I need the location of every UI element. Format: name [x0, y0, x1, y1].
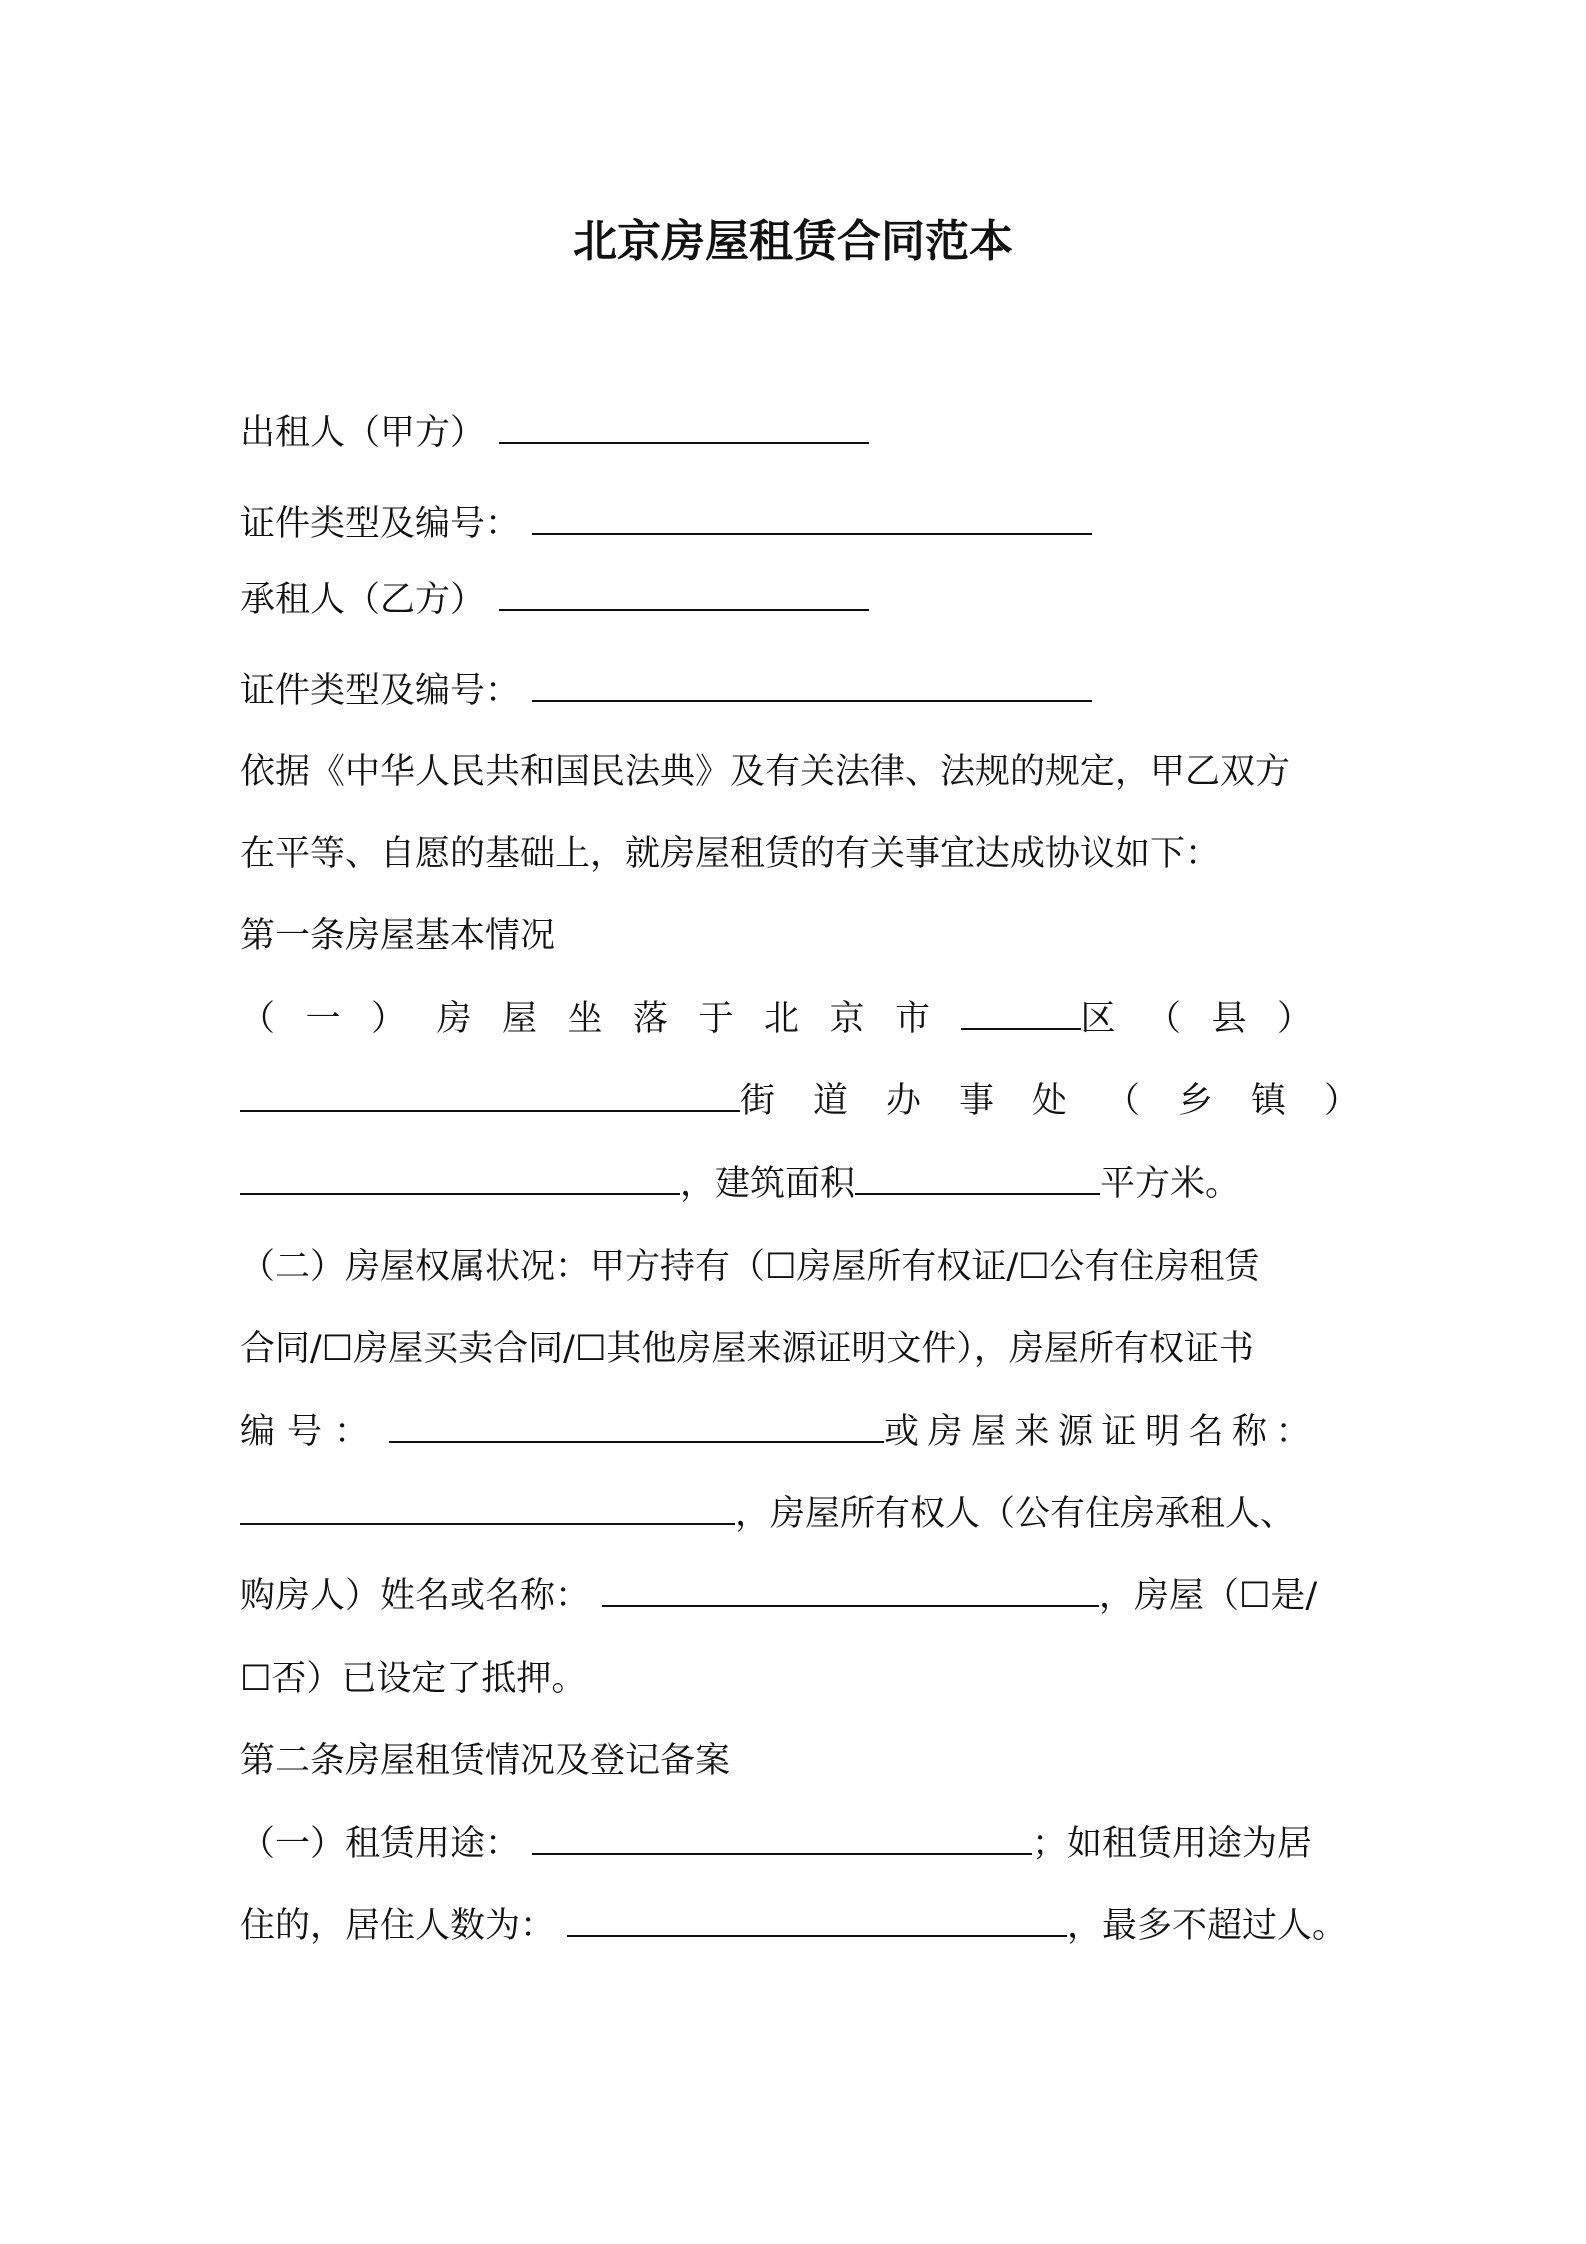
lessor-id-label: 证件类型及编号： — [240, 504, 521, 544]
lessee-blank — [499, 579, 869, 611]
occupants-max-label: ，最多不超过人。 — [1067, 1906, 1348, 1946]
mortgage-label: ，房屋（☐是/ — [1099, 1576, 1318, 1616]
source-proof-label: 或房屋来源证明名称： — [884, 1412, 1320, 1452]
cert-number-label: 编号： — [240, 1412, 382, 1452]
location-line-2 — [240, 1077, 1397, 1125]
area-label: ，建筑面积 — [680, 1164, 856, 1204]
street-blank — [240, 1080, 740, 1112]
location-line-1 — [240, 995, 1343, 1043]
town-blank — [240, 1163, 680, 1195]
lessee-id-blank — [532, 670, 1092, 702]
owner-label: ，房屋所有权人（公有住房承租人、 — [735, 1494, 1296, 1534]
article-1-heading: 第一条房屋基本情况 — [240, 916, 556, 956]
area-unit: 平方米。 — [1100, 1164, 1241, 1204]
owner-name-blank — [602, 1575, 1099, 1607]
district-blank — [961, 998, 1081, 1030]
purpose-line-2 — [240, 1902, 1347, 1950]
purpose-label: （一）租赁用途： — [240, 1824, 521, 1864]
cert-number-blank — [389, 1411, 884, 1443]
lessor-id-line — [240, 500, 1092, 548]
lessee-id-label: 证件类型及编号： — [240, 671, 521, 711]
purpose-blank — [532, 1823, 1032, 1855]
purpose-residential-label: ；如租赁用途为居 — [1032, 1824, 1313, 1864]
location-line-3 — [240, 1160, 1240, 1208]
lessee-id-line — [240, 667, 1092, 715]
street-office-label: 街道办事处（乡镇） — [740, 1081, 1398, 1121]
article-2-heading: 第二条房屋租赁情况及登记备案 — [240, 1741, 731, 1781]
occupants-blank — [567, 1905, 1067, 1937]
location-label: （一）房屋坐落于北京市 — [240, 999, 961, 1039]
area-blank — [855, 1163, 1100, 1195]
district-label: 区（县） — [1080, 999, 1343, 1039]
occupants-label: 住的，居住人数为： — [240, 1906, 556, 1946]
lessor-line — [240, 409, 869, 457]
lessor-id-blank — [532, 503, 1092, 535]
lessor-label: 出租人（甲方） — [240, 413, 486, 453]
owner-name-label: 购房人）姓名或名称： — [240, 1576, 591, 1616]
lessor-blank — [499, 412, 869, 444]
document-title: 北京房屋租赁合同范本 — [573, 216, 1013, 267]
ownership-line-4 — [240, 1490, 1295, 1538]
lessee-line — [240, 576, 869, 624]
preamble-line-1: 依据《中华人民共和国民法典》及有关法律、法规的规定，甲乙双方 — [240, 752, 1291, 792]
purpose-line-1 — [240, 1820, 1312, 1868]
ownership-line-1: （二）房屋权属状况：甲方持有（☐房屋所有权证/☐公有住房租赁 — [240, 1247, 1260, 1287]
ownership-line-5 — [240, 1572, 1317, 1620]
ownership-line-3 — [240, 1408, 1319, 1456]
preamble-line-2: 在平等、自愿的基础上，就房屋租赁的有关事宜达成协议如下： — [240, 834, 1221, 874]
lessee-label: 承租人（乙方） — [240, 580, 486, 620]
ownership-line-6: ☐否）已设定了抵押。 — [240, 1659, 587, 1699]
source-proof-blank — [240, 1493, 735, 1525]
ownership-line-2: 合同/☐房屋买卖合同/☐其他房屋来源证明文件），房屋所有权证书 — [240, 1329, 1254, 1369]
